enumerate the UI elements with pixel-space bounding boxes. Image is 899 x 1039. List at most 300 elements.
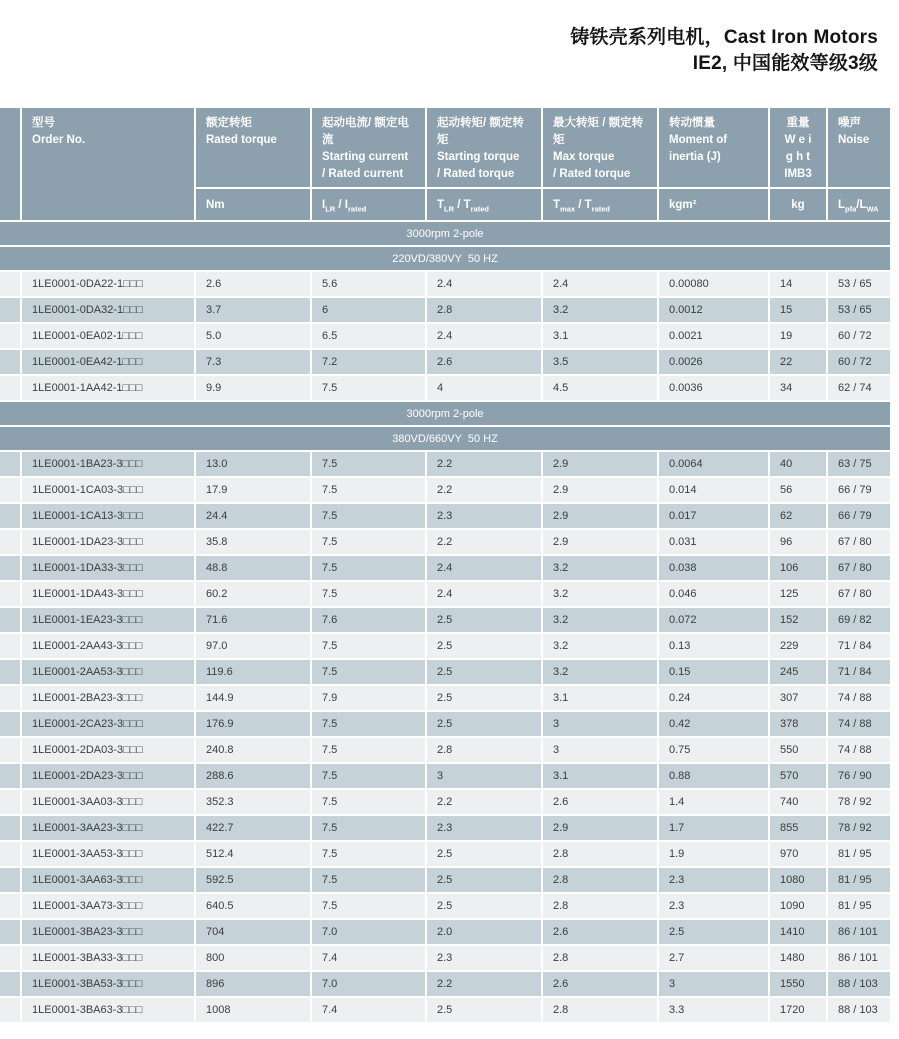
noise-db-cell: 66 / 79 [828, 478, 890, 502]
noise-db-cell: 86 / 101 [828, 920, 890, 944]
weight-kg-cell: 1550 [770, 972, 826, 996]
starting-torque-ratio-cell: 2.3 [427, 816, 541, 840]
rated-torque-nm-cell: 97.0 [196, 634, 310, 658]
row-left-edge [0, 764, 20, 788]
rated-torque-nm-cell: 7.3 [196, 350, 310, 374]
inertia-kgm2-cell: 3.3 [659, 998, 768, 1022]
table-row [0, 298, 890, 322]
col-header-zh: 重量 [786, 117, 810, 129]
page-title [570, 25, 878, 77]
max-torque-ratio-cell: 3.5 [543, 350, 657, 374]
order-no-cell: 1LE0001-0EA02-1□□□ [22, 324, 194, 348]
starting-current-ratio-cell: 7.5 [312, 894, 425, 918]
row-left-edge [0, 738, 20, 762]
table-row [0, 894, 890, 918]
row-left-edge [0, 712, 20, 736]
row-left-edge [0, 634, 20, 658]
table-row [0, 946, 890, 970]
noise-db-cell: 81 / 95 [828, 894, 890, 918]
row-left-edge [0, 686, 20, 710]
starting-torque-ratio-cell: 2.5 [427, 998, 541, 1022]
row-left-edge [0, 998, 20, 1022]
weight-kg-cell: 970 [770, 842, 826, 866]
noise-db-cell: 88 / 103 [828, 972, 890, 996]
noise-db-cell: 86 / 101 [828, 946, 890, 970]
starting-torque-ratio-cell: 2.2 [427, 452, 541, 476]
inertia-kgm2-cell: 2.7 [659, 946, 768, 970]
order-no-cell: 1LE0001-1EA23-3□□□ [22, 608, 194, 632]
weight-kg-cell: 152 [770, 608, 826, 632]
unit-kgm2: kgm² [659, 189, 768, 220]
table-row [0, 350, 890, 374]
starting-current-ratio-cell: 5.6 [312, 272, 425, 296]
row-left-edge [0, 868, 20, 892]
max-torque-ratio-cell: 2.8 [543, 998, 657, 1022]
max-torque-ratio-cell: 2.8 [543, 894, 657, 918]
rated-torque-nm-cell: 71.6 [196, 608, 310, 632]
row-left-edge [0, 842, 20, 866]
col-header-inertia [659, 108, 768, 187]
max-torque-ratio-cell: 2.9 [543, 530, 657, 554]
starting-current-ratio-cell: 7.9 [312, 686, 425, 710]
weight-kg-cell: 62 [770, 504, 826, 528]
noise-db-cell: 63 / 75 [828, 452, 890, 476]
weight-kg-cell: 106 [770, 556, 826, 580]
table-row [0, 556, 890, 580]
starting-current-ratio-cell: 7.5 [312, 478, 425, 502]
starting-torque-ratio-cell: 2.2 [427, 790, 541, 814]
col-header-order-no [22, 108, 194, 220]
table-row [0, 452, 890, 476]
table-row [0, 660, 890, 684]
col-header-en: Max torque [553, 151, 615, 163]
noise-db-cell: 53 / 65 [828, 298, 890, 322]
motor-spec-table [0, 106, 892, 1024]
starting-torque-ratio-cell: 2.2 [427, 478, 541, 502]
unit-current-ratio: $I_{LR} / I_{rated}$ [312, 189, 425, 220]
row-left-edge [0, 894, 20, 918]
inertia-kgm2-cell: 0.00080 [659, 272, 768, 296]
unit-max-torque-ratio: $T_{max} / T_{rated}$ [543, 189, 657, 220]
inertia-kgm2-cell: 0.0036 [659, 376, 768, 400]
table-row [0, 504, 890, 528]
table-row [0, 816, 890, 840]
order-no-cell: 1LE0001-3BA33-3□□□ [22, 946, 194, 970]
rated-torque-nm-cell: 352.3 [196, 790, 310, 814]
section-band-speed [0, 222, 890, 245]
starting-torque-ratio-cell: 2.5 [427, 868, 541, 892]
rated-torque-nm-cell: 17.9 [196, 478, 310, 502]
col-header-en: / Rated torque [437, 168, 515, 180]
row-left-edge [0, 324, 20, 348]
max-torque-ratio-cell: 3.2 [543, 634, 657, 658]
starting-torque-ratio-cell: 2.2 [427, 972, 541, 996]
starting-torque-ratio-cell: 2.3 [427, 946, 541, 970]
row-left-edge [0, 790, 20, 814]
rated-torque-nm-cell: 512.4 [196, 842, 310, 866]
inertia-kgm2-cell: 2.3 [659, 894, 768, 918]
rated-torque-nm-cell: 119.6 [196, 660, 310, 684]
max-torque-ratio-cell: 2.6 [543, 972, 657, 996]
table-row [0, 582, 890, 606]
unit-noise-level: $L_{pfa}/L_{WA}$ [828, 189, 890, 220]
row-left-edge [0, 946, 20, 970]
weight-kg-cell: 34 [770, 376, 826, 400]
weight-kg-cell: 22 [770, 350, 826, 374]
row-left-edge [0, 504, 20, 528]
rated-torque-nm-cell: 896 [196, 972, 310, 996]
inertia-kgm2-cell: 0.017 [659, 504, 768, 528]
starting-torque-ratio-cell: 2.0 [427, 920, 541, 944]
col-header-weight [770, 108, 826, 187]
noise-db-cell: 71 / 84 [828, 634, 890, 658]
weight-kg-cell: 550 [770, 738, 826, 762]
table-row [0, 608, 890, 632]
weight-kg-cell: 96 [770, 530, 826, 554]
starting-current-ratio-cell: 7.5 [312, 790, 425, 814]
weight-kg-cell: 40 [770, 452, 826, 476]
page-title-line1: 铸铁壳系列电机，Cast Iron Motors [570, 27, 878, 48]
weight-kg-cell: 307 [770, 686, 826, 710]
noise-db-cell: 81 / 95 [828, 842, 890, 866]
rated-torque-nm-cell: 3.7 [196, 298, 310, 322]
table-row [0, 920, 890, 944]
max-torque-ratio-cell: 2.8 [543, 868, 657, 892]
noise-db-cell: 74 / 88 [828, 712, 890, 736]
max-torque-ratio-cell: 3.2 [543, 556, 657, 580]
noise-db-cell: 66 / 79 [828, 504, 890, 528]
col-header-zh: 转动惯量 [669, 117, 715, 129]
rated-torque-nm-cell: 35.8 [196, 530, 310, 554]
col-header-starting-current [312, 108, 425, 187]
weight-kg-cell: 245 [770, 660, 826, 684]
starting-torque-ratio-cell: 2.5 [427, 842, 541, 866]
rated-torque-nm-cell: 2.6 [196, 272, 310, 296]
starting-torque-ratio-cell: 2.5 [427, 894, 541, 918]
row-left-edge [0, 608, 20, 632]
order-no-cell: 1LE0001-3AA03-3□□□ [22, 790, 194, 814]
weight-kg-cell: 378 [770, 712, 826, 736]
starting-current-ratio-cell: 7.5 [312, 816, 425, 840]
starting-torque-ratio-cell: 2.4 [427, 324, 541, 348]
weight-kg-cell: 1080 [770, 868, 826, 892]
starting-current-ratio-cell: 6 [312, 298, 425, 322]
col-header-max-torque [543, 108, 657, 187]
row-left-edge [0, 582, 20, 606]
col-header-noise [828, 108, 890, 187]
noise-db-cell: 60 / 72 [828, 350, 890, 374]
max-torque-ratio-cell: 2.4 [543, 272, 657, 296]
rated-torque-nm-cell: 640.5 [196, 894, 310, 918]
starting-current-ratio-cell: 7.5 [312, 530, 425, 554]
starting-torque-ratio-cell: 2.6 [427, 350, 541, 374]
section-band-voltage [0, 247, 890, 270]
max-torque-ratio-cell: 2.6 [543, 920, 657, 944]
starting-torque-ratio-cell: 2.4 [427, 272, 541, 296]
unit-kg: kg [770, 189, 826, 220]
rated-torque-nm-cell: 176.9 [196, 712, 310, 736]
table-row [0, 764, 890, 788]
inertia-kgm2-cell: 1.4 [659, 790, 768, 814]
max-torque-ratio-cell: 3.1 [543, 764, 657, 788]
max-torque-ratio-cell: 2.8 [543, 842, 657, 866]
starting-torque-ratio-cell: 2.8 [427, 738, 541, 762]
row-left-edge [0, 272, 20, 296]
section-band-label: 380VD/660VY 50 HZ [0, 427, 890, 450]
table-row [0, 972, 890, 996]
inertia-kgm2-cell: 0.0012 [659, 298, 768, 322]
order-no-cell: 1LE0001-1BA23-3□□□ [22, 452, 194, 476]
starting-current-ratio-cell: 7.2 [312, 350, 425, 374]
max-torque-ratio-cell: 3.1 [543, 324, 657, 348]
col-header-en: Moment of [669, 134, 728, 146]
starting-torque-ratio-cell: 2.8 [427, 298, 541, 322]
starting-torque-ratio-cell: 2.5 [427, 634, 541, 658]
order-no-cell: 1LE0001-1CA13-3□□□ [22, 504, 194, 528]
max-torque-ratio-cell: 2.9 [543, 504, 657, 528]
starting-current-ratio-cell: 7.5 [312, 504, 425, 528]
table-row [0, 324, 890, 348]
col-header-en: Starting current [322, 151, 409, 163]
table-row [0, 634, 890, 658]
order-no-cell: 1LE0001-2AA43-3□□□ [22, 634, 194, 658]
max-torque-ratio-cell: 3.2 [543, 660, 657, 684]
inertia-kgm2-cell: 2.3 [659, 868, 768, 892]
max-torque-ratio-cell: 4.5 [543, 376, 657, 400]
order-no-cell: 1LE0001-2DA23-3□□□ [22, 764, 194, 788]
col-header-en: Rated torque [206, 134, 277, 146]
max-torque-ratio-cell: 3.2 [543, 608, 657, 632]
row-left-edge [0, 350, 20, 374]
weight-kg-cell: 1410 [770, 920, 826, 944]
table-left-edge [0, 108, 20, 220]
starting-torque-ratio-cell: 2.5 [427, 660, 541, 684]
row-left-edge [0, 298, 20, 322]
col-header-zh: 起动转矩/ 额定转矩 [437, 117, 524, 146]
inertia-kgm2-cell: 0.13 [659, 634, 768, 658]
starting-current-ratio-cell: 7.4 [312, 946, 425, 970]
noise-db-cell: 67 / 80 [828, 530, 890, 554]
rated-torque-nm-cell: 60.2 [196, 582, 310, 606]
starting-current-ratio-cell: 7.5 [312, 764, 425, 788]
inertia-kgm2-cell: 0.031 [659, 530, 768, 554]
order-no-cell: 1LE0001-1DA33-3□□□ [22, 556, 194, 580]
inertia-kgm2-cell: 0.0021 [659, 324, 768, 348]
noise-db-cell: 69 / 82 [828, 608, 890, 632]
rated-torque-nm-cell: 48.8 [196, 556, 310, 580]
rated-torque-nm-cell: 24.4 [196, 504, 310, 528]
max-torque-ratio-cell: 3.2 [543, 298, 657, 322]
noise-db-cell: 76 / 90 [828, 764, 890, 788]
order-no-cell: 1LE0001-1CA03-3□□□ [22, 478, 194, 502]
starting-current-ratio-cell: 7.5 [312, 452, 425, 476]
col-header-zh: 型号 [32, 117, 55, 129]
weight-kg-cell: 15 [770, 298, 826, 322]
starting-torque-ratio-cell: 4 [427, 376, 541, 400]
order-no-cell: 1LE0001-3AA63-3□□□ [22, 868, 194, 892]
inertia-kgm2-cell: 0.42 [659, 712, 768, 736]
inertia-kgm2-cell: 2.5 [659, 920, 768, 944]
noise-db-cell: 71 / 84 [828, 660, 890, 684]
weight-kg-cell: 19 [770, 324, 826, 348]
max-torque-ratio-cell: 2.9 [543, 452, 657, 476]
order-no-cell: 1LE0001-3BA53-3□□□ [22, 972, 194, 996]
col-header-zh: 噪声 [838, 117, 861, 129]
inertia-kgm2-cell: 0.75 [659, 738, 768, 762]
order-no-cell: 1LE0001-3BA23-3□□□ [22, 920, 194, 944]
starting-current-ratio-cell: 7.5 [312, 712, 425, 736]
rated-torque-nm-cell: 9.9 [196, 376, 310, 400]
order-no-cell: 1LE0001-3AA73-3□□□ [22, 894, 194, 918]
col-header-starting-torque [427, 108, 541, 187]
starting-current-ratio-cell: 7.4 [312, 998, 425, 1022]
noise-db-cell: 53 / 65 [828, 272, 890, 296]
table-body [0, 222, 890, 1022]
max-torque-ratio-cell: 3 [543, 738, 657, 762]
row-left-edge [0, 920, 20, 944]
order-no-cell: 1LE0001-3AA53-3□□□ [22, 842, 194, 866]
rated-torque-nm-cell: 704 [196, 920, 310, 944]
starting-torque-ratio-cell: 2.5 [427, 712, 541, 736]
row-left-edge [0, 660, 20, 684]
order-no-cell: 1LE0001-3AA23-3□□□ [22, 816, 194, 840]
table-row [0, 712, 890, 736]
inertia-kgm2-cell: 3 [659, 972, 768, 996]
max-torque-ratio-cell: 2.8 [543, 946, 657, 970]
noise-db-cell: 67 / 80 [828, 556, 890, 580]
table-row [0, 376, 890, 400]
weight-kg-cell: 1480 [770, 946, 826, 970]
row-left-edge [0, 452, 20, 476]
max-torque-ratio-cell: 3.2 [543, 582, 657, 606]
rated-torque-nm-cell: 800 [196, 946, 310, 970]
weight-kg-cell: 1090 [770, 894, 826, 918]
noise-db-cell: 60 / 72 [828, 324, 890, 348]
starting-current-ratio-cell: 7.0 [312, 920, 425, 944]
starting-torque-ratio-cell: 2.3 [427, 504, 541, 528]
row-left-edge [0, 376, 20, 400]
weight-kg-cell: 570 [770, 764, 826, 788]
section-band-label: 3000rpm 2-pole [0, 402, 890, 425]
table-row [0, 998, 890, 1022]
rated-torque-nm-cell: 288.6 [196, 764, 310, 788]
table-row [0, 686, 890, 710]
inertia-kgm2-cell: 0.072 [659, 608, 768, 632]
starting-current-ratio-cell: 7.0 [312, 972, 425, 996]
rated-torque-nm-cell: 422.7 [196, 816, 310, 840]
max-torque-ratio-cell: 2.9 [543, 478, 657, 502]
starting-current-ratio-cell: 6.5 [312, 324, 425, 348]
col-header-en: Noise [838, 134, 870, 146]
row-left-edge [0, 530, 20, 554]
col-header-en: inertia (J) [669, 151, 721, 163]
row-left-edge [0, 816, 20, 840]
rated-torque-nm-cell: 592.5 [196, 868, 310, 892]
weight-kg-cell: 229 [770, 634, 826, 658]
starting-torque-ratio-cell: 2.2 [427, 530, 541, 554]
col-header-en: / Rated torque [553, 168, 631, 180]
noise-db-cell: 78 / 92 [828, 816, 890, 840]
col-header-en: / Rated current [322, 168, 404, 180]
inertia-kgm2-cell: 0.15 [659, 660, 768, 684]
starting-torque-ratio-cell: 2.5 [427, 608, 541, 632]
starting-current-ratio-cell: 7.6 [312, 608, 425, 632]
unit-starting-torque-ratio: $T_{LR} / T_{rated}$ [427, 189, 541, 220]
starting-current-ratio-cell: 7.5 [312, 376, 425, 400]
col-header-en: IMB3 [784, 168, 812, 180]
table-row [0, 272, 890, 296]
order-no-cell: 1LE0001-2CA23-3□□□ [22, 712, 194, 736]
noise-db-cell: 74 / 88 [828, 738, 890, 762]
noise-db-cell: 62 / 74 [828, 376, 890, 400]
starting-current-ratio-cell: 7.5 [312, 582, 425, 606]
table-row [0, 790, 890, 814]
row-left-edge [0, 478, 20, 502]
max-torque-ratio-cell: 2.9 [543, 816, 657, 840]
section-band-label: 3000rpm 2-pole [0, 222, 890, 245]
inertia-kgm2-cell: 1.9 [659, 842, 768, 866]
starting-torque-ratio-cell: 3 [427, 764, 541, 788]
rated-torque-nm-cell: 5.0 [196, 324, 310, 348]
rated-torque-nm-cell: 240.8 [196, 738, 310, 762]
weight-kg-cell: 56 [770, 478, 826, 502]
rated-torque-nm-cell: 1008 [196, 998, 310, 1022]
table-row [0, 738, 890, 762]
col-header-zh: 起动电流/ 额定电流 [322, 117, 409, 146]
weight-kg-cell: 125 [770, 582, 826, 606]
col-header-en: W e i g h t [784, 134, 812, 163]
starting-current-ratio-cell: 7.5 [312, 660, 425, 684]
weight-kg-cell: 740 [770, 790, 826, 814]
table-row [0, 530, 890, 554]
order-no-cell: 1LE0001-0DA22-1□□□ [22, 272, 194, 296]
inertia-kgm2-cell: 0.046 [659, 582, 768, 606]
page-title-line2: IE2, 中国能效等级3级 [692, 53, 878, 74]
order-no-cell: 1LE0001-2BA23-3□□□ [22, 686, 194, 710]
max-torque-ratio-cell: 2.6 [543, 790, 657, 814]
table-row [0, 842, 890, 866]
col-header-zh: 最大转矩 / 额定转矩 [553, 117, 644, 146]
col-header-en: Starting torque [437, 151, 520, 163]
noise-db-cell: 67 / 80 [828, 582, 890, 606]
header-row [0, 108, 890, 187]
starting-current-ratio-cell: 7.5 [312, 634, 425, 658]
rated-torque-nm-cell: 144.9 [196, 686, 310, 710]
noise-db-cell: 81 / 95 [828, 868, 890, 892]
order-no-cell: 1LE0001-0DA32-1□□□ [22, 298, 194, 322]
inertia-kgm2-cell: 0.0026 [659, 350, 768, 374]
section-band-speed [0, 402, 890, 425]
starting-torque-ratio-cell: 2.5 [427, 686, 541, 710]
weight-kg-cell: 855 [770, 816, 826, 840]
inertia-kgm2-cell: 0.038 [659, 556, 768, 580]
order-no-cell: 1LE0001-1DA23-3□□□ [22, 530, 194, 554]
order-no-cell: 1LE0001-3BA63-3□□□ [22, 998, 194, 1022]
col-header-en: Order No. [32, 134, 86, 146]
noise-db-cell: 74 / 88 [828, 686, 890, 710]
col-header-rated-torque [196, 108, 310, 187]
order-no-cell: 1LE0001-2AA53-3□□□ [22, 660, 194, 684]
order-no-cell: 1LE0001-2DA03-3□□□ [22, 738, 194, 762]
row-left-edge [0, 556, 20, 580]
section-band-voltage [0, 427, 890, 450]
max-torque-ratio-cell: 3 [543, 712, 657, 736]
rated-torque-nm-cell: 13.0 [196, 452, 310, 476]
max-torque-ratio-cell: 3.1 [543, 686, 657, 710]
noise-db-cell: 88 / 103 [828, 998, 890, 1022]
row-left-edge [0, 972, 20, 996]
starting-current-ratio-cell: 7.5 [312, 556, 425, 580]
